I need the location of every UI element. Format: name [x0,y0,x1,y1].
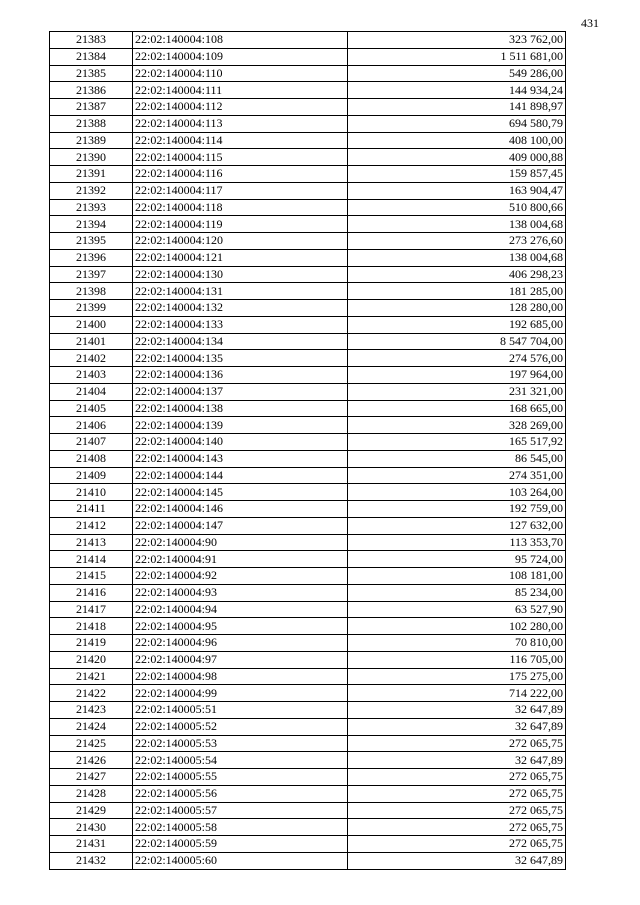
record-number-cell: 21386 [50,82,133,99]
cadastral-value-cell: 274 351,00 [348,467,566,484]
cadastral-value-cell: 85 234,00 [348,584,566,601]
record-number-cell: 21392 [50,182,133,199]
record-number-cell: 21419 [50,635,133,652]
table-row [50,618,566,635]
cadastral-value-cell: 138 004,68 [348,249,566,266]
cadastral-number-cell: 22:02:140004:117 [133,182,348,199]
table-row [50,735,566,752]
cadastral-number-cell: 22:02:140004:145 [133,484,348,501]
table-row [50,65,566,82]
record-number-cell: 21414 [50,551,133,568]
record-number-cell: 21384 [50,48,133,65]
table-row [50,635,566,652]
record-number-cell: 21396 [50,249,133,266]
table-row [50,852,566,869]
table-row [50,685,566,702]
cadastral-value-table [49,31,566,870]
table-row [50,132,566,149]
cadastral-number-cell: 22:02:140004:135 [133,350,348,367]
cadastral-number-cell: 22:02:140005:59 [133,836,348,853]
cadastral-value-cell: 108 181,00 [348,568,566,585]
table-row [50,517,566,534]
table-row [50,718,566,735]
table-row [50,48,566,65]
cadastral-value-cell: 32 647,89 [348,752,566,769]
cadastral-number-cell: 22:02:140004:140 [133,434,348,451]
cadastral-value-cell: 323 762,00 [348,32,566,49]
cadastral-value-cell: 272 065,75 [348,802,566,819]
table-row [50,785,566,802]
cadastral-number-cell: 22:02:140004:136 [133,367,348,384]
record-number-cell: 21417 [50,601,133,618]
table-row [50,283,566,300]
table-row [50,769,566,786]
cadastral-value-cell: 116 705,00 [348,651,566,668]
record-number-cell: 21387 [50,99,133,116]
cadastral-value-cell: 408 100,00 [348,132,566,149]
record-number-cell: 21403 [50,367,133,384]
cadastral-number-cell: 22:02:140004:94 [133,601,348,618]
cadastral-value-cell: 32 647,89 [348,702,566,719]
table-row [50,568,566,585]
record-number-cell: 21391 [50,166,133,183]
cadastral-value-cell: 409 000,88 [348,149,566,166]
cadastral-value-cell: 141 898,97 [348,99,566,116]
cadastral-number-cell: 22:02:140004:112 [133,99,348,116]
record-number-cell: 21395 [50,233,133,250]
cadastral-number-cell: 22:02:140004:97 [133,651,348,668]
record-number-cell: 21390 [50,149,133,166]
record-number-cell: 21429 [50,802,133,819]
table-row [50,300,566,317]
table-row [50,182,566,199]
cadastral-value-cell: 272 065,75 [348,769,566,786]
cadastral-value-cell: 549 286,00 [348,65,566,82]
table-row [50,450,566,467]
cadastral-value-cell: 231 321,00 [348,383,566,400]
table-row [50,149,566,166]
cadastral-number-cell: 22:02:140004:147 [133,517,348,534]
table-row [50,651,566,668]
record-number-cell: 21402 [50,350,133,367]
record-number-cell: 21389 [50,132,133,149]
record-number-cell: 21431 [50,836,133,853]
cadastral-number-cell: 22:02:140004:115 [133,149,348,166]
cadastral-number-cell: 22:02:140004:113 [133,115,348,132]
cadastral-value-cell: 163 904,47 [348,182,566,199]
cadastral-value-cell: 127 632,00 [348,517,566,534]
cadastral-value-cell: 138 004,68 [348,216,566,233]
table-row [50,819,566,836]
cadastral-number-cell: 22:02:140004:95 [133,618,348,635]
cadastral-number-cell: 22:02:140004:130 [133,266,348,283]
record-number-cell: 21409 [50,467,133,484]
cadastral-number-cell: 22:02:140005:57 [133,802,348,819]
cadastral-number-cell: 22:02:140004:131 [133,283,348,300]
record-number-cell: 21394 [50,216,133,233]
cadastral-value-cell: 197 964,00 [348,367,566,384]
cadastral-value-cell: 510 800,66 [348,199,566,216]
cadastral-value-cell: 192 759,00 [348,501,566,518]
table-row [50,501,566,518]
cadastral-value-cell: 274 576,00 [348,350,566,367]
cadastral-number-cell: 22:02:140005:55 [133,769,348,786]
cadastral-value-cell: 272 065,75 [348,785,566,802]
cadastral-number-cell: 22:02:140004:139 [133,417,348,434]
cadastral-number-cell: 22:02:140004:120 [133,233,348,250]
cadastral-number-cell: 22:02:140005:51 [133,702,348,719]
record-number-cell: 21424 [50,718,133,735]
cadastral-number-cell: 22:02:140004:133 [133,316,348,333]
cadastral-value-cell: 32 647,89 [348,718,566,735]
cadastral-number-cell: 22:02:140004:116 [133,166,348,183]
record-number-cell: 21393 [50,199,133,216]
cadastral-value-cell: 406 298,23 [348,266,566,283]
cadastral-value-cell: 168 665,00 [348,400,566,417]
record-number-cell: 21406 [50,417,133,434]
table-row [50,417,566,434]
record-number-cell: 21421 [50,668,133,685]
cadastral-value-cell: 328 269,00 [348,417,566,434]
cadastral-number-cell: 22:02:140004:121 [133,249,348,266]
record-number-cell: 21426 [50,752,133,769]
table-row [50,199,566,216]
cadastral-number-cell: 22:02:140004:144 [133,467,348,484]
table-row [50,266,566,283]
table-body [50,32,566,870]
cadastral-number-cell: 22:02:140004:90 [133,534,348,551]
record-number-cell: 21408 [50,450,133,467]
table-row [50,802,566,819]
cadastral-number-cell: 22:02:140004:118 [133,199,348,216]
table-row [50,551,566,568]
table-row [50,668,566,685]
cadastral-number-cell: 22:02:140005:52 [133,718,348,735]
cadastral-value-cell: 175 275,00 [348,668,566,685]
record-number-cell: 21385 [50,65,133,82]
table-row [50,534,566,551]
table-row [50,484,566,501]
record-number-cell: 21412 [50,517,133,534]
table-row [50,601,566,618]
record-number-cell: 21423 [50,702,133,719]
record-number-cell: 21413 [50,534,133,551]
cadastral-value-cell: 95 724,00 [348,551,566,568]
table-row [50,467,566,484]
record-number-cell: 21397 [50,266,133,283]
cadastral-value-cell: 8 547 704,00 [348,333,566,350]
record-number-cell: 21404 [50,383,133,400]
table-row [50,383,566,400]
record-number-cell: 21430 [50,819,133,836]
record-number-cell: 21388 [50,115,133,132]
table-row [50,82,566,99]
cadastral-value-cell: 714 222,00 [348,685,566,702]
table-row [50,333,566,350]
cadastral-number-cell: 22:02:140004:132 [133,300,348,317]
table-row [50,249,566,266]
cadastral-number-cell: 22:02:140004:119 [133,216,348,233]
table-row [50,434,566,451]
table-row [50,702,566,719]
table-row [50,115,566,132]
record-number-cell: 21398 [50,283,133,300]
cadastral-number-cell: 22:02:140004:134 [133,333,348,350]
record-number-cell: 21401 [50,333,133,350]
table-row [50,32,566,49]
cadastral-number-cell: 22:02:140004:93 [133,584,348,601]
record-number-cell: 21410 [50,484,133,501]
record-number-cell: 21418 [50,618,133,635]
record-number-cell: 21427 [50,769,133,786]
record-number-cell: 21407 [50,434,133,451]
table-row [50,350,566,367]
cadastral-value-cell: 63 527,90 [348,601,566,618]
cadastral-number-cell: 22:02:140004:96 [133,635,348,652]
cadastral-number-cell: 22:02:140005:54 [133,752,348,769]
cadastral-number-cell: 22:02:140005:58 [133,819,348,836]
table-row [50,166,566,183]
cadastral-value-cell: 113 353,70 [348,534,566,551]
cadastral-number-cell: 22:02:140004:114 [133,132,348,149]
cadastral-number-cell: 22:02:140005:53 [133,735,348,752]
table-row [50,400,566,417]
cadastral-number-cell: 22:02:140004:138 [133,400,348,417]
record-number-cell: 21416 [50,584,133,601]
table-row [50,752,566,769]
cadastral-number-cell: 22:02:140004:109 [133,48,348,65]
record-number-cell: 21425 [50,735,133,752]
cadastral-number-cell: 22:02:140004:143 [133,450,348,467]
cadastral-value-cell: 272 065,75 [348,836,566,853]
cadastral-number-cell: 22:02:140004:111 [133,82,348,99]
cadastral-value-cell: 102 280,00 [348,618,566,635]
cadastral-value-cell: 86 545,00 [348,450,566,467]
cadastral-number-cell: 22:02:140004:91 [133,551,348,568]
cadastral-value-cell: 272 065,75 [348,735,566,752]
cadastral-value-cell: 103 264,00 [348,484,566,501]
record-number-cell: 21405 [50,400,133,417]
table-row [50,233,566,250]
cadastral-number-cell: 22:02:140004:99 [133,685,348,702]
cadastral-number-cell: 22:02:140005:60 [133,852,348,869]
table-row [50,367,566,384]
record-number-cell: 21400 [50,316,133,333]
record-number-cell: 21411 [50,501,133,518]
cadastral-value-cell: 181 285,00 [348,283,566,300]
record-number-cell: 21422 [50,685,133,702]
cadastral-value-cell: 272 065,75 [348,819,566,836]
cadastral-number-cell: 22:02:140004:98 [133,668,348,685]
cadastral-value-cell: 128 280,00 [348,300,566,317]
record-number-cell: 21420 [50,651,133,668]
cadastral-value-cell: 159 857,45 [348,166,566,183]
cadastral-value-cell: 165 517,92 [348,434,566,451]
record-number-cell: 21383 [50,32,133,49]
record-number-cell: 21399 [50,300,133,317]
cadastral-value-cell: 32 647,89 [348,852,566,869]
cadastral-number-cell: 22:02:140004:110 [133,65,348,82]
cadastral-value-cell: 70 810,00 [348,635,566,652]
cadastral-value-cell: 144 934,24 [348,82,566,99]
cadastral-number-cell: 22:02:140004:108 [133,32,348,49]
record-number-cell: 21415 [50,568,133,585]
page-number: 431 [581,16,599,30]
cadastral-number-cell: 22:02:140005:56 [133,785,348,802]
table-row [50,584,566,601]
cadastral-number-cell: 22:02:140004:146 [133,501,348,518]
cadastral-value-cell: 1 511 681,00 [348,48,566,65]
cadastral-value-cell: 694 580,79 [348,115,566,132]
cadastral-value-cell: 192 685,00 [348,316,566,333]
table-row [50,99,566,116]
record-number-cell: 21428 [50,785,133,802]
table-row [50,316,566,333]
cadastral-number-cell: 22:02:140004:92 [133,568,348,585]
record-number-cell: 21432 [50,852,133,869]
cadastral-number-cell: 22:02:140004:137 [133,383,348,400]
table-row [50,216,566,233]
cadastral-value-cell: 273 276,60 [348,233,566,250]
table-row [50,836,566,853]
